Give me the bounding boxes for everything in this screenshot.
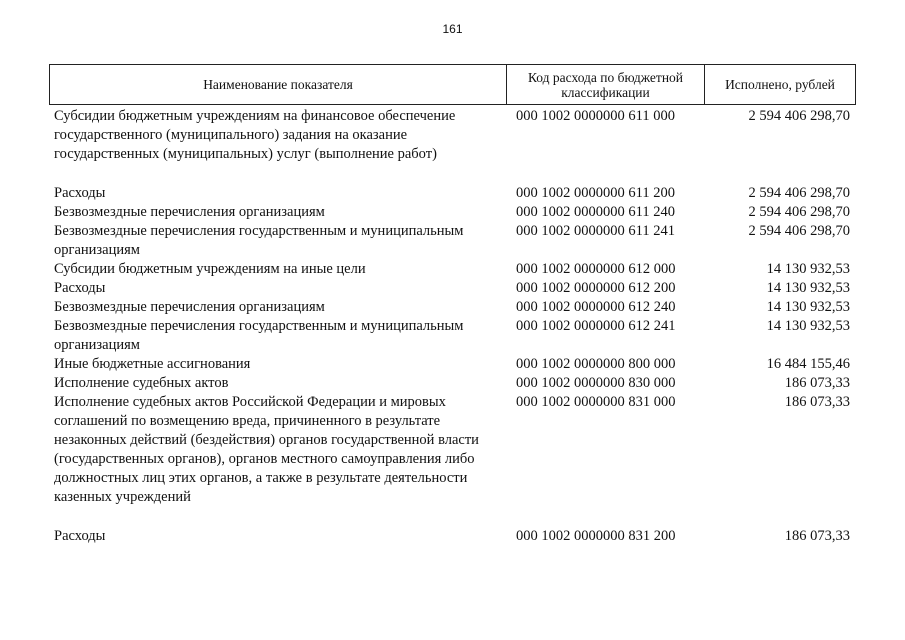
row-executed: 186 073,33 [784, 394, 850, 410]
table-row [49, 203, 856, 222]
page-number: 161 [442, 22, 463, 36]
row-executed: 16 484 155,46 [766, 356, 850, 372]
row-executed: 186 073,33 [784, 375, 850, 391]
table-row [49, 527, 856, 546]
row-name: Субсидии бюджетным учреждениям на иные цели [54, 261, 366, 277]
row-name: Расходы [54, 528, 106, 544]
row-executed: 186 073,33 [784, 528, 850, 544]
row-code: 000 1002 0000000 611 000 [516, 108, 675, 124]
row-name: Расходы [54, 280, 106, 296]
row-executed: 2 594 406 298,70 [748, 223, 850, 239]
table-row [49, 107, 856, 164]
row-executed: 2 594 406 298,70 [748, 204, 850, 220]
row-code: 000 1002 0000000 611 240 [516, 204, 675, 220]
header-name: Наименование показателя [50, 65, 507, 104]
row-code: 000 1002 0000000 830 000 [516, 375, 676, 391]
table-row [49, 279, 856, 298]
row-code: 000 1002 0000000 831 200 [516, 528, 676, 544]
table-row [49, 222, 856, 260]
table-row [49, 260, 856, 279]
header-executed: Исполнено, рублей [725, 77, 835, 92]
table-row [49, 317, 856, 355]
row-name: Иные бюджетные ассигнования [54, 356, 251, 372]
row-name: Безвозмездные перечисления организациям [54, 299, 325, 315]
row-name: Субсидии бюджетным учреждениям на финансовое обеспечение государственного (муниципального) задания на оказание государственных (муниципальных) услуг (выполнение работ) [54, 108, 456, 162]
row-code: 000 1002 0000000 800 000 [516, 356, 676, 372]
row-executed: 14 130 932,53 [766, 318, 850, 334]
row-name: Безвозмездные перечисления государственным и муниципальным организациям [54, 318, 464, 353]
row-executed: 14 130 932,53 [766, 261, 850, 277]
row-executed: 14 130 932,53 [766, 299, 850, 315]
row-code: 000 1002 0000000 612 000 [516, 261, 676, 277]
report-table [49, 64, 856, 546]
row-executed: 2 594 406 298,70 [748, 108, 850, 124]
row-code: 000 1002 0000000 611 200 [516, 185, 675, 201]
table-row [49, 184, 856, 203]
row-code: 000 1002 0000000 611 241 [516, 223, 675, 239]
row-code: 000 1002 0000000 612 200 [516, 280, 676, 296]
table-row [49, 298, 856, 317]
row-name: Расходы [54, 185, 106, 201]
table-row [49, 374, 856, 393]
row-name: Исполнение судебных актов Российской Федерации и мировых соглашений по возмещению вреда, причиненного в результате незаконных действий (бездействия) органов государственной власти (государственных органов), органов местного самоуправления либо должностных лиц этих органов, а также в результате деятельности казенных учреждений [54, 394, 479, 505]
row-code: 000 1002 0000000 612 240 [516, 299, 676, 315]
table-row [49, 393, 856, 507]
header-code: Код расхода по бюджетной классификации [507, 65, 705, 104]
table-row [49, 355, 856, 374]
row-code: 000 1002 0000000 831 000 [516, 394, 676, 410]
row-name: Исполнение судебных актов [54, 375, 229, 391]
table-header [49, 64, 856, 105]
row-name: Безвозмездные перечисления организациям [54, 204, 325, 220]
row-name: Безвозмездные перечисления государственным и муниципальным организациям [54, 223, 464, 258]
row-code: 000 1002 0000000 612 241 [516, 318, 676, 334]
row-executed: 2 594 406 298,70 [748, 185, 850, 201]
row-executed: 14 130 932,53 [766, 280, 850, 296]
